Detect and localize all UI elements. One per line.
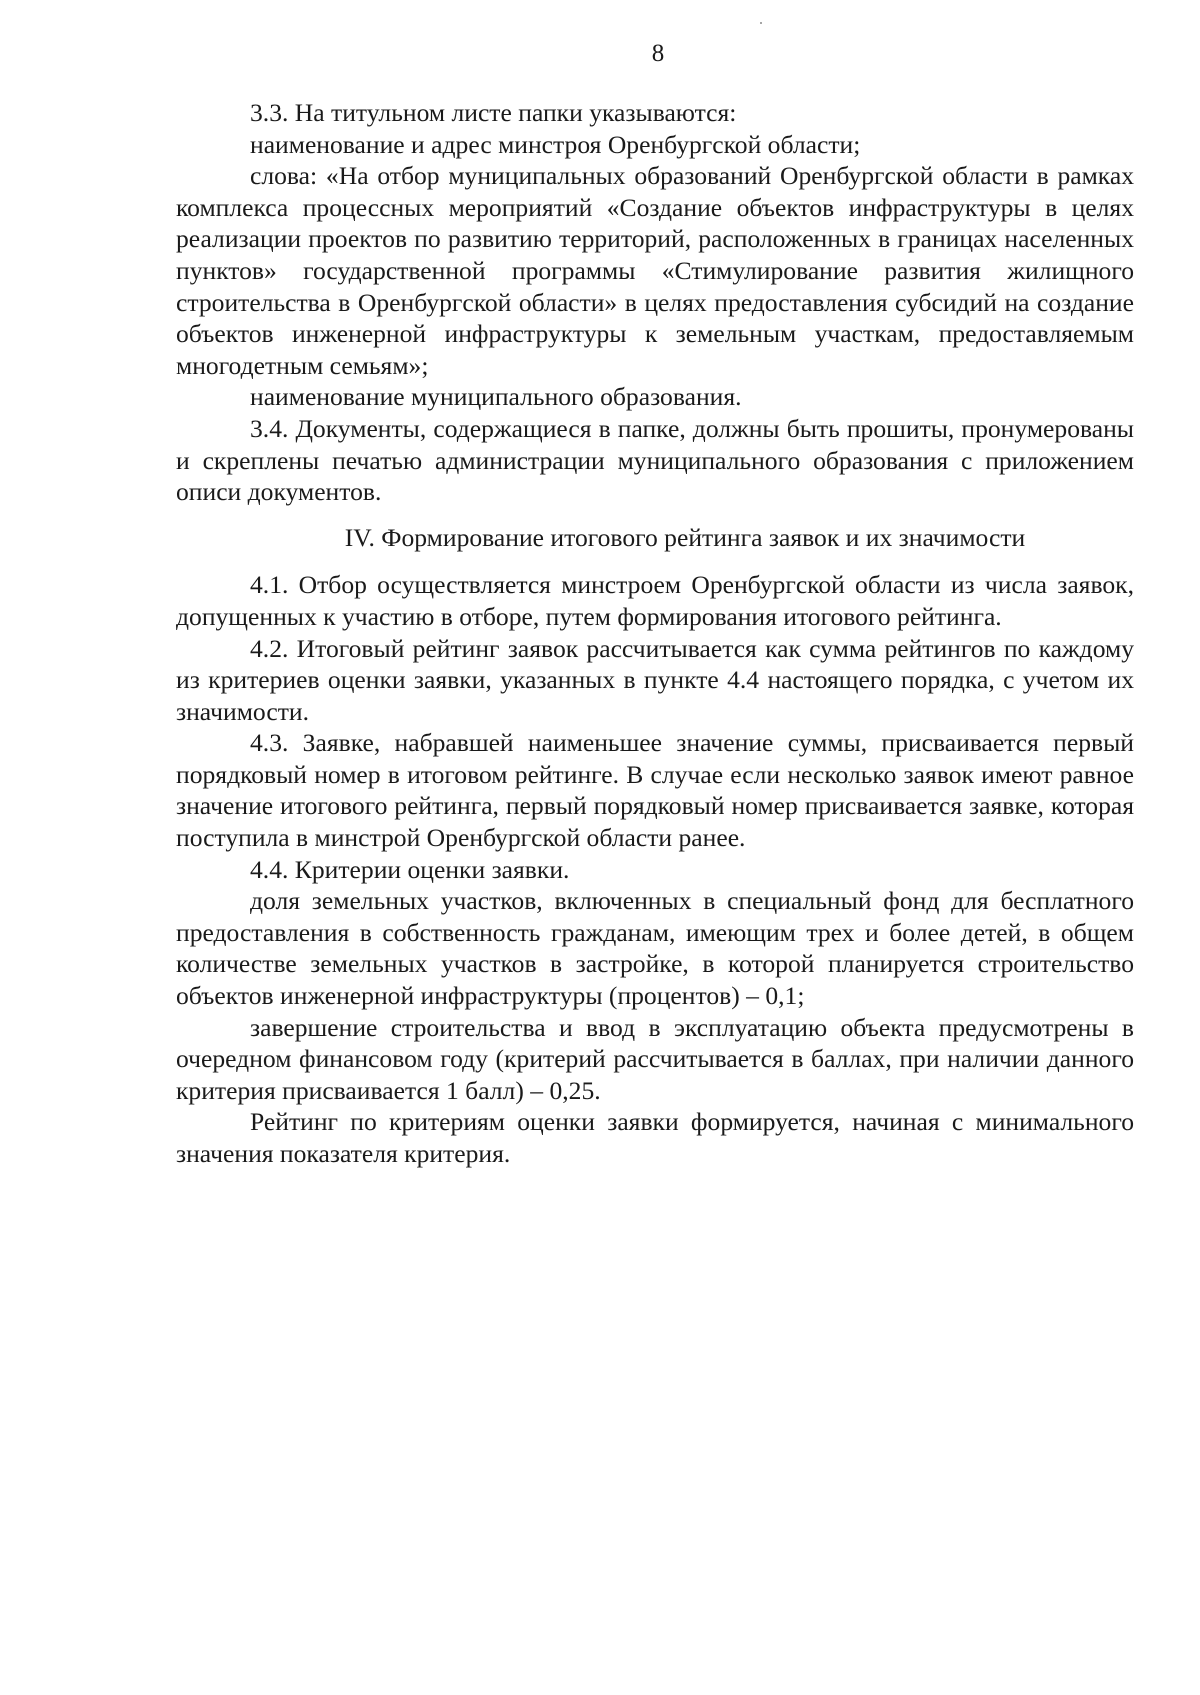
paragraph-4-3: 4.3. Заявке, набравшей наименьшее значение суммы, присваивается первый порядковый номер в итоговом рейтинге. В случае если несколько заявок имеют равное значение итогового рейтинга, первый порядковый номер присваивается заявке, которая поступила в минстрой Оренбургской области ранее. xyxy=(176,728,1134,853)
scan-speck xyxy=(760,22,762,24)
section-heading-iv: IV. Формирование итогового рейтинга заявок и их значимости xyxy=(344,522,1026,552)
paragraph-ministry-name: наименование и адрес минстроя Оренбургской области; xyxy=(250,129,861,159)
paragraph-3-4: 3.4. Документы, содержащиеся в папке, должны быть прошиты, пронумерованы и скреплены печатью администрации муниципального образования с приложением описи документов. xyxy=(176,413,1134,507)
paragraph-4-1: 4.1. Отбор осуществляется минстроем Оренбургской области из числа заявок, допущенных к участию в отборе, путем формирования итогового рейтинга. xyxy=(176,570,1134,631)
page-number: 8 xyxy=(651,40,665,67)
paragraph-municipality-name: наименование муниципального образования. xyxy=(250,382,742,412)
paragraph-words: слова: «На отбор муниципальных образований Оренбургской области в рамках комплекса процессных мероприятий «Создание объектов инфраструктуры в целях реализации проектов по развитию территорий, расположенных в границах населенных пунктов» государственной программы «Стимулирование развития жилищного строительства в Оренбургской области» в целях предоставления субсидий на создание объектов инженерной инфраструктуры к земельным участкам, предоставляемым многодетным семьям»; xyxy=(176,161,1134,380)
paragraph-criterion-land-share: доля земельных участков, включенных в специальный фонд для бесплатного предоставления в собственность гражданам, имеющим трех и более детей, в общем количестве земельных участков в застройке, в которой планируется строительство объектов инженерной инфраструктуры (процентов) – 0,1; xyxy=(176,886,1134,1011)
paragraph-rating-order: Рейтинг по критериям оценки заявки формируется, начиная с минимального значения показателя критерия. xyxy=(176,1107,1134,1168)
paragraph-criterion-completion: завершение строительства и ввод в эксплуатацию объекта предусмотрены в очередном финансовом году (критерий рассчитывается в баллах, при наличии данного критерия присваивается 1 балл) – 0,25. xyxy=(176,1012,1134,1105)
paragraph-3-3: 3.3. На титульном листе папки указываются: xyxy=(250,98,737,127)
paragraph-4-4: 4.4. Критерии оценки заявки. xyxy=(250,854,570,884)
body-text xyxy=(176,97,1134,1170)
paragraph-4-2: 4.2. Итоговый рейтинг заявок рассчитывается как сумма рейтингов по каждому из критериев оценки заявки, указанных в пункте 4.4 настоящего порядка, с учетом их значимости. xyxy=(176,633,1134,726)
